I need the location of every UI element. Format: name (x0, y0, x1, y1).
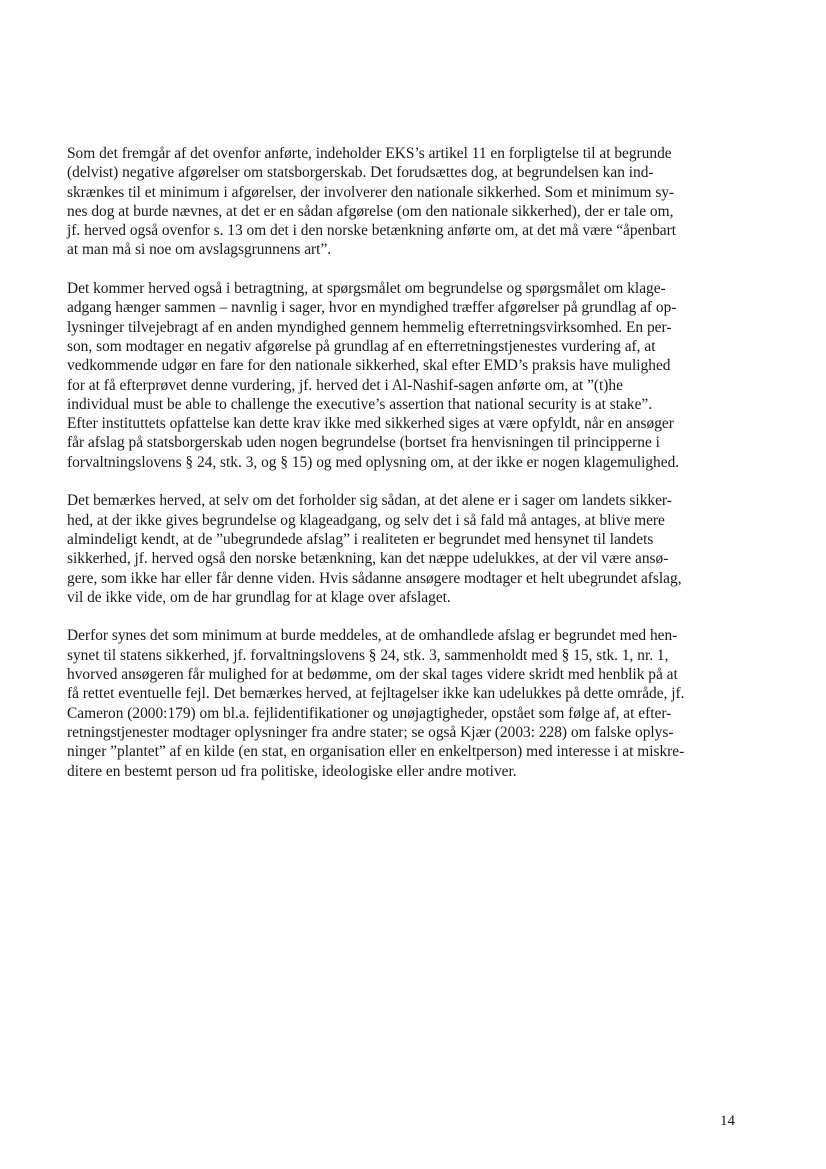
text-line: forvaltningslovens § 24, stk. 3, og § 15) og med oplysning om, at der ikke er nogen klagemulighed. (67, 453, 680, 471)
text-line: Som det fremgår af det ovenfor anførte, indeholder EKS’s artikel 11 en forpligtelse til at begrunde (67, 145, 672, 162)
text-line: at man må si noe om avslagsgrunnens art”. (67, 241, 332, 259)
text-line: får afslag på statsborgerskab uden nogen begrundelse (bortset fra henvisningen til principperne i (67, 434, 660, 452)
text-line: sikkerhed, jf. herved også den norske betænkning, kan det næppe udelukkes, at der vil være ansø- (67, 550, 669, 568)
text-line: retningstjenester modtager oplysninger fra andre stater; se også Kjær (2003: 228) om falske oplys- (67, 723, 674, 741)
text-line: hvorved ansøgeren får mulighed for at bedømme, om der skal tages videre skridt med henblik på at (67, 666, 678, 684)
paragraph-4 (67, 626, 743, 780)
text-line: (delvist) negative afgørelser om statsborgerskab. Det forudsættes dog, at begrundelsen kan ind- (67, 164, 654, 182)
text-line: Derfor synes det som minimum at burde meddeles, at de omhandlede afslag er begrundet med hen- (67, 627, 678, 645)
paragraph-1 (67, 144, 743, 260)
text-line: almindeligt kendt, at de ”ubegrundede afslag” i realiteten er begrundet med hensynet til landets (67, 530, 654, 548)
text-line: Cameron (2000:179) om bl.a. fejlidentifikationer og unøjagtigheder, opstået som følge af, at efter- (67, 704, 672, 722)
text-line: nes dog at burde nævnes, at det er en sådan afgørelse (om den nationale sikkerhed), der er tale om, (67, 202, 674, 220)
text-line: gere, som ikke har eller får denne viden. Hvis sådanne ansøgere modtager et helt ubegrundet afslag, (67, 569, 682, 587)
text-line: Efter instituttets opfattelse kan dette krav ikke med sikkerhed siges at være opfyldt, når en ansøger (67, 415, 674, 433)
text-line: son, som modtager en negativ afgørelse på grundlag af en efterretningstjenestes vurdering af, at (67, 337, 656, 355)
page-number: 14 (720, 1113, 735, 1129)
text-line: lysninger tilvejebragt af en anden myndighed gennem hemmelig efterretningsvirksomhed. En per- (67, 318, 672, 336)
text-line: vil de ikke vide, om de har grundlag for at klage over afslaget. (67, 588, 451, 606)
text-line: ninger ”plantet” af en kilde (en stat, en organisation eller en enkeltperson) med interesse i at miskre- (67, 743, 685, 761)
text-line: synet til statens sikkerhed, jf. forvaltningslovens § 24, stk. 3, sammenholdt med § 15, stk. 1, nr. 1, (67, 646, 669, 664)
text-line: for at få efterprøvet denne vurdering, jf. herved det i Al-Nashif-sagen anførte om, at ”(t)he (67, 376, 623, 394)
text-line: jf. herved også ovenfor s. 13 om det i den norske betænkning anførte om, at det må være “åpenbart (67, 222, 677, 240)
paragraph-3 (67, 491, 743, 607)
text-line: skrænkes til et minimum i afgørelser, der involverer den nationale sikkerhed. Som et minimum sy- (67, 183, 675, 201)
paragraph-2 (67, 279, 743, 472)
text-line: få rettet eventuelle fejl. Det bemærkes herved, at fejltagelser ikke kan udelukkes på dette område, jf. (67, 685, 685, 703)
text-line: Det bemærkes herved, at selv om det forholder sig sådan, at det alene er i sager om landets sikker- (67, 492, 672, 510)
text-line: adgang hænger sammen – navnlig i sager, hvor en myndighed træffer afgørelser på grundlag af op- (67, 299, 677, 317)
text-line: ditere en bestemt person ud fra politiske, ideologiske eller andre motiver. (67, 762, 517, 780)
text-line: hed, at der ikke gives begrundelse og klageadgang, og selv det i så fald må antages, at blive mere (67, 511, 665, 529)
text-line: vedkommende udgør en fare for den nationale sikkerhed, skal efter EMD’s praksis have mulighed (67, 357, 671, 375)
body-text (67, 144, 743, 800)
text-line: Det kommer herved også i betragtning, at spørgsmålet om begrundelse og spørgsmålet om klage- (67, 280, 666, 298)
text-line: individual must be able to challenge the executive’s assertion that national security is at stake”. (67, 395, 653, 413)
